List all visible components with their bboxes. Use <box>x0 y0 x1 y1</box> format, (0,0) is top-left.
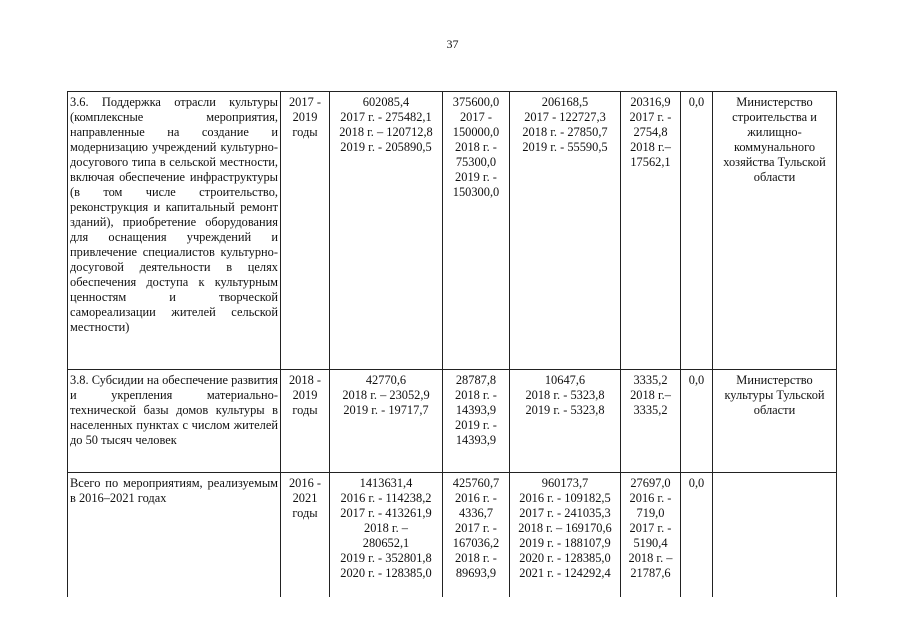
cell-line: 2021 <box>292 491 318 505</box>
cell-line: 2019 г. - 55590,5 <box>522 140 608 154</box>
cell-line: 2019 г. - 5323,8 <box>525 403 605 417</box>
cell-line: 2018 г.– <box>630 140 671 154</box>
cell-line: 2017 г. - 241035,3 <box>519 506 611 520</box>
cell-line: 75300,0 <box>455 155 497 169</box>
cell-line: 5190,4 <box>633 536 668 550</box>
local-budget-cell <box>621 92 681 370</box>
total-funding-cell <box>330 370 443 473</box>
table-row <box>68 473 837 598</box>
cell-line: годы <box>292 403 318 417</box>
cell-line: 150000,0 <box>452 125 500 139</box>
cell-line: 167036,2 <box>452 536 500 550</box>
period-cell <box>281 370 330 473</box>
cell-line: 2017 г. - 413261,9 <box>340 506 432 520</box>
executor-cell <box>713 92 837 370</box>
cell-line: 2020 г. - 128385,0 <box>340 566 432 580</box>
cell-line: 2018 г. - 27850,7 <box>522 125 608 139</box>
cell-line: 425760,7 <box>452 476 500 490</box>
cell-line: 2018 г. – <box>628 551 673 565</box>
cell-line: 0,0 <box>688 373 705 387</box>
cell-line: 2019 г. - 205890,5 <box>340 140 432 154</box>
cell-line: 42770,6 <box>365 373 407 387</box>
cell-line: Министерство <box>736 95 813 109</box>
cell-line: 10647,6 <box>544 373 586 387</box>
cell-line: области <box>753 403 796 417</box>
cell-line: 719,0 <box>636 506 665 520</box>
period-cell <box>281 92 330 370</box>
regional-budget-cell <box>510 370 621 473</box>
regional-budget-cell <box>510 473 621 598</box>
cell-line: 14393,9 <box>455 403 497 417</box>
cell-line: 2754,8 <box>633 125 668 139</box>
total-funding-cell <box>330 473 443 598</box>
cell-line: 2019 г. - 188107,9 <box>519 536 611 550</box>
cell-line: 2016 г. - 109182,5 <box>519 491 611 505</box>
cell-line: 2018 г. – 120712,8 <box>339 125 433 139</box>
budget-table <box>67 91 837 597</box>
cell-line: 3335,2 <box>633 373 668 387</box>
cell-line: 0,0 <box>688 95 705 109</box>
cell-line: 2017 г. - <box>629 521 672 535</box>
cell-line: 375600,0 <box>452 95 500 109</box>
measure-name-cell <box>68 92 281 370</box>
cell-line: 2016 - <box>288 476 321 490</box>
cell-line: 2017 г. - <box>455 521 497 535</box>
cell-line: 206168,5 <box>541 95 589 109</box>
cell-line: 89693,9 <box>455 566 497 580</box>
executor-cell <box>713 473 837 598</box>
other-sources-cell <box>681 370 713 473</box>
cell-line: жилищно- <box>747 125 802 139</box>
cell-line: 2019 <box>292 388 318 402</box>
measure-name-cell <box>68 370 281 473</box>
table-row <box>68 92 837 370</box>
local-budget-cell <box>621 473 681 598</box>
cell-line: области <box>753 170 796 184</box>
cell-text: Всего по мероприятиям, реализуемым в 2016–2021 годах <box>70 476 278 505</box>
cell-line: культуры Тульской <box>724 388 825 402</box>
cell-line: 4336,7 <box>458 506 494 520</box>
cell-line: коммунального <box>733 140 816 154</box>
cell-text: 3.8. Субсидии на обеспечение развития и укрепления материально-технической базы домов культуры в населенных пунктах с числом жителей до 50 тысяч человек <box>70 373 278 447</box>
cell-line: 2020 г. - 128385,0 <box>519 551 611 565</box>
cell-line: 2018 г.– <box>630 388 671 402</box>
measure-name-cell <box>68 473 281 598</box>
cell-line: 2019 г. - <box>455 170 497 184</box>
cell-line: 2016 г. - <box>629 491 672 505</box>
cell-line: 2017 - 122727,3 <box>524 110 606 124</box>
table-row <box>68 370 837 473</box>
federal-budget-cell <box>443 473 510 598</box>
cell-line: 2017 г. - <box>629 110 672 124</box>
local-budget-cell <box>621 370 681 473</box>
cell-line: хозяйства Тульской <box>723 155 826 169</box>
cell-line: 2019 г. - 352801,8 <box>340 551 432 565</box>
cell-line: 2018 г. - 5323,8 <box>525 388 605 402</box>
cell-line: 17562,1 <box>630 155 671 169</box>
cell-line: 2016 г. - 114238,2 <box>340 491 432 505</box>
federal-budget-cell <box>443 92 510 370</box>
cell-line: 2018 г. – <box>364 521 408 535</box>
cell-line: 28787,8 <box>455 373 497 387</box>
cell-line: 20316,9 <box>630 95 671 109</box>
cell-line: 2016 г. - <box>455 491 497 505</box>
cell-line: 2019 г. - 19717,7 <box>343 403 429 417</box>
cell-line: 2017 - <box>288 95 321 109</box>
cell-line: 2018 г. - <box>455 388 497 402</box>
federal-budget-cell <box>443 370 510 473</box>
cell-line: 27697,0 <box>630 476 671 490</box>
cell-line: строительства и <box>732 110 817 124</box>
cell-line: 602085,4 <box>362 95 410 109</box>
cell-text: 3.6. Поддержка отрасли культуры (комплексные мероприятия, направленные на создание и модернизацию учреждений культурно-досугового типа в сельской местности, включая обеспечение инфраструктуры (в том числе строительство, реконструкция и капитальный ремонт зданий), приобретение оборудования для оснащения учреждений и привлечение специалистов культурно-досуговой деятельности в целях обеспечения доступа к культурным ценностям и творческой самореализации жителей сельской местности) <box>70 95 278 334</box>
cell-line: Министерство <box>736 373 813 387</box>
total-funding-cell <box>330 92 443 370</box>
cell-line: 1413631,4 <box>359 476 413 490</box>
cell-line: 2018 г. - <box>455 140 497 154</box>
cell-line: 2017 г. - 275482,1 <box>340 110 432 124</box>
cell-line: 2019 <box>292 110 318 124</box>
regional-budget-cell <box>510 92 621 370</box>
cell-line: годы <box>292 125 318 139</box>
cell-line: 280652,1 <box>362 536 410 550</box>
cell-line: 2018 - <box>288 373 321 387</box>
other-sources-cell <box>681 473 713 598</box>
cell-line: 0,0 <box>688 476 705 490</box>
cell-line: годы <box>292 506 318 520</box>
cell-line: 150300,0 <box>452 185 500 199</box>
page-number: 37 <box>446 37 459 51</box>
period-cell <box>281 473 330 598</box>
cell-line: 960173,7 <box>541 476 589 490</box>
cell-line: 21787,6 <box>630 566 671 580</box>
cell-line: 2018 г. – 23052,9 <box>342 388 430 402</box>
cell-line: 2019 г. - <box>455 418 497 432</box>
cell-line: 2018 г. - <box>455 551 497 565</box>
cell-line: 2018 г. – 169170,6 <box>518 521 612 535</box>
other-sources-cell <box>681 92 713 370</box>
cell-line: 2021 г. - 124292,4 <box>519 566 611 580</box>
executor-cell <box>713 370 837 473</box>
cell-line: 14393,9 <box>455 433 497 447</box>
cell-line: 3335,2 <box>633 403 668 417</box>
cell-line: 2017 - <box>459 110 492 124</box>
